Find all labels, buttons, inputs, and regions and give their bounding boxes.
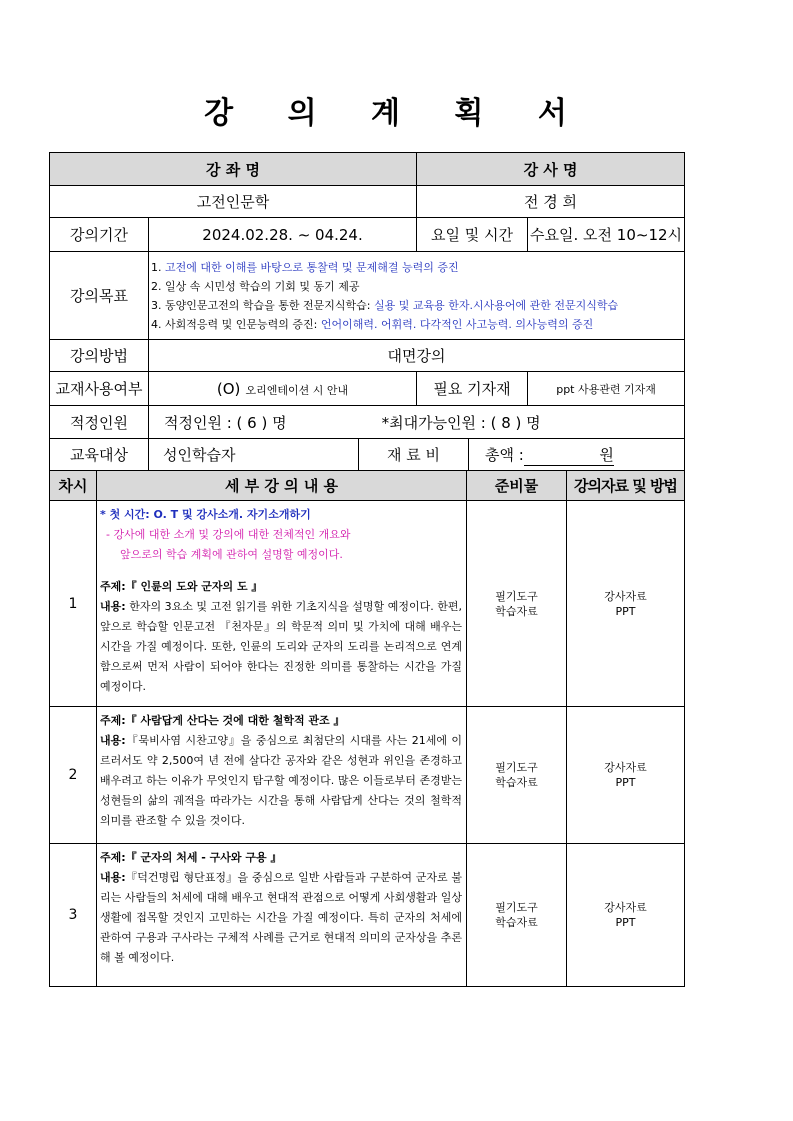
course-name: 고전인문학 <box>50 186 417 218</box>
target-value: 성인학습자 <box>149 439 359 471</box>
day-time-label: 요일 및 시간 <box>417 218 528 252</box>
goals-label: 강의목표 <box>50 252 149 340</box>
method-value: 대면강의 <box>149 340 685 372</box>
target-label: 교육대상 <box>50 439 149 471</box>
session-resources: 강사자료 PPT <box>567 501 685 707</box>
session-number: 1 <box>50 501 97 707</box>
resources-header: 강의자료 및 방법 <box>567 471 685 501</box>
capacity-label: 적정인원 <box>50 406 149 439</box>
session-number: 2 <box>50 707 97 844</box>
table-row <box>50 501 685 707</box>
session-prep: 필기도구 학습자료 <box>467 844 567 987</box>
textbook-value: (O) 오리엔테이션 시 안내 <box>149 372 417 406</box>
schedule-table <box>49 470 685 987</box>
session-content: 주제:『 군자의 처세 - 구사와 구용 』 내용:『덕건명립 형단표정』을 중심으로 일반 사람들과 구분하여 군자로 불리는 사람들의 처세에 대해 배우고 현대적 관점으로 어떻게 사회생활과 일상생활에 접목할 것인지 고민하는 시간을 가질 예정이다. 특히 군자의 처세에 관하여 구용과 구사라는 구체적 사례를 근거로 현대적 의미의 군자상을 추론해 볼 예정이다. <box>97 844 467 987</box>
equipment-value: ppt 사용관련 기자재 <box>528 372 685 406</box>
capacity-value: 적정인원 : ( 6 ) 명 *최대가능인원 : ( 8 ) 명 <box>149 406 685 439</box>
session-prep: 필기도구 학습자료 <box>467 501 567 707</box>
session-prep: 필기도구 학습자료 <box>467 707 567 844</box>
table-row <box>50 844 685 987</box>
goals-list <box>149 252 685 340</box>
document-title: 강 의 계 획 서 <box>204 96 589 131</box>
session-resources: 강사자료 PPT <box>567 844 685 987</box>
session-header: 차시 <box>50 471 97 501</box>
content-header: 세 부 강 의 내 용 <box>97 471 467 501</box>
course-name-header: 강 좌 명 <box>50 153 417 186</box>
equipment-label: 필요 기자재 <box>417 372 528 406</box>
day-time-value: 수요일. 오전 10∼12시 <box>528 218 685 252</box>
table-row <box>50 707 685 844</box>
period-label: 강의기간 <box>50 218 149 252</box>
material-fee-label: 재 료 비 <box>359 439 469 471</box>
session-number: 3 <box>50 844 97 987</box>
course-info-table <box>49 152 685 471</box>
material-fee-value: 총액 : 원 <box>469 439 685 471</box>
instructor-name: 전 경 희 <box>417 186 685 218</box>
goal-item-2: 2. 일상 속 시민성 학습의 기회 및 동기 제공 <box>151 279 360 293</box>
method-label: 강의방법 <box>50 340 149 372</box>
session-resources: 강사자료 PPT <box>567 707 685 844</box>
goal-item-1: 1. 고전에 대한 이해를 바탕으로 통찰력 및 문제해결 능력의 증진 <box>151 260 459 274</box>
session-content: 주제:『 사람답게 산다는 것에 대한 철학적 관조 』 내용:『묵비사염 시찬고양』을 중심으로 최첨단의 시대를 사는 21세에 이르러서도 약 2,500여 년 전에 살다간 공자와 같은 성현과 위인을 존경하고 배우려고 하는 이유가 무엇인지 탐구할 예정이다. 많은 이들로부터 존경받는 성현들의 삶의 궤적을 따라가는 시간을 통해 사람답게 산다는 것의 철학적 의미를 관조할 수 있을 것이다. <box>97 707 467 844</box>
textbook-label: 교재사용여부 <box>50 372 149 406</box>
goal-item-3: 3. 동양인문고전의 학습을 통한 전문지식학습: 실용 및 교육용 한자.시사용어에 관한 전문지식학습 <box>151 298 619 312</box>
prep-header: 준비물 <box>467 471 567 501</box>
goal-item-4: 4. 사회적응력 및 인문능력의 증진: 언어이해력. 어휘력. 다각적인 사고능력. 의사능력의 증진 <box>151 317 594 331</box>
session-content: * 첫 시간: O. T 및 강사소개. 자기소개하기 - 강사에 대한 소개 및 강의에 대한 전체적인 개요와 앞으로의 학습 계획에 관하여 설명할 예정이다. 주제:『 인륜의 도와 군자의 도 』 내용: 한자의 3요소 및 고전 읽기를 위한 기초지식을 설명할 예정이다. 한편, 앞으로 학습할 인문고전 『천자문』의 학문적 의미 및 가치에 대해 배우는 시간을 가질 예정이다. 또한, 인륜의 도리와 군자의 도리를 논리적으로 연계함으로써 먼저 사람이 되어야 한다는 진정한 의미를 통찰하는 시간을 가질 예정이다. <box>97 501 467 707</box>
instructor-header: 강 사 명 <box>417 153 685 186</box>
period-value: 2024.02.28. ∼ 04.24. <box>149 218 417 252</box>
